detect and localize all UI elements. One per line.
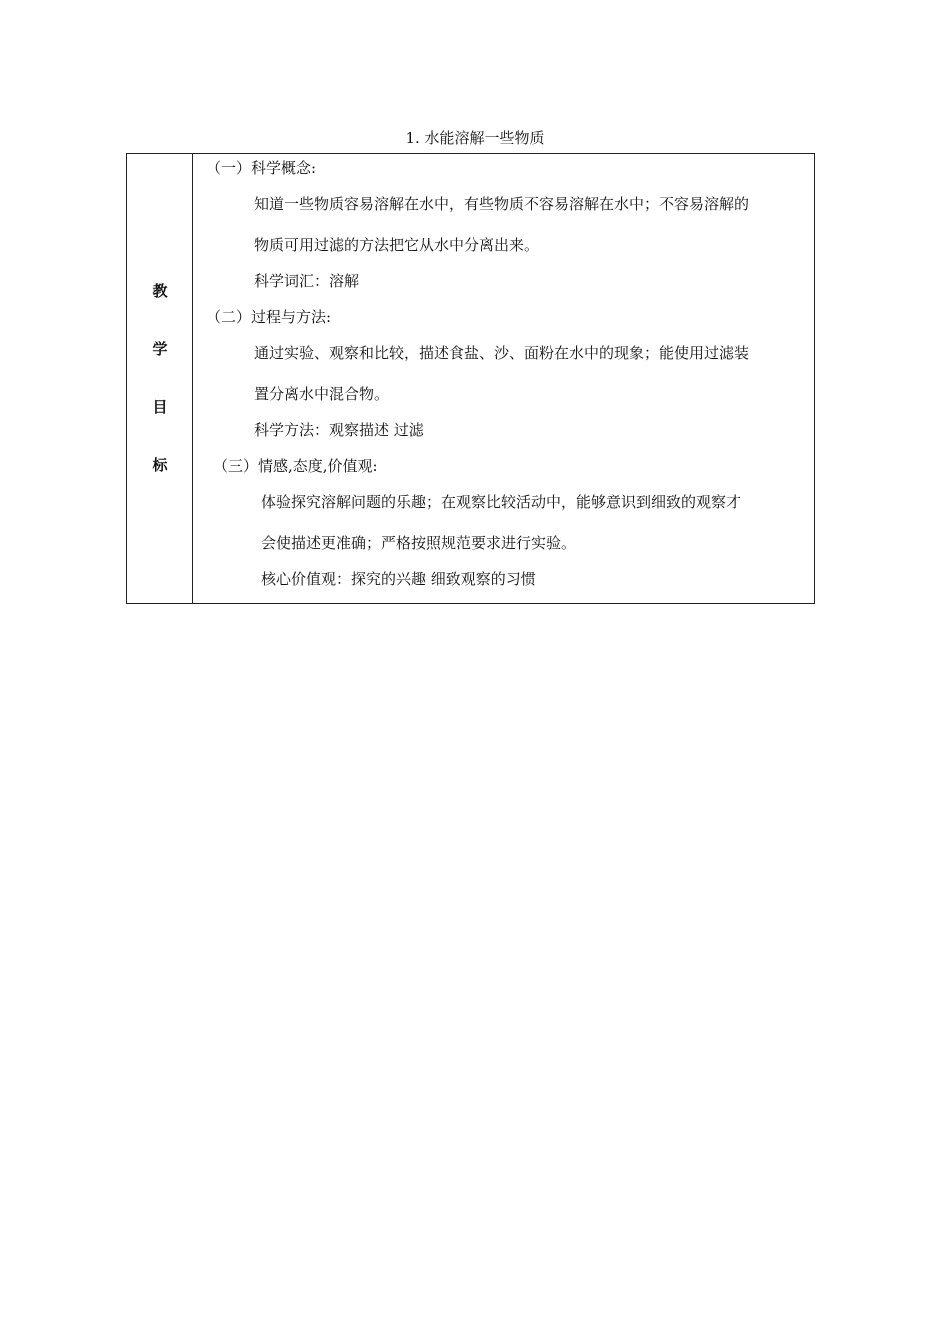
section-line: 科学词汇：溶解 [254, 272, 360, 290]
document-title: 1. 水能溶解一些物质 [405, 129, 545, 147]
section-line: 体验探究溶解问题的乐趣；在观察比较活动中，能够意识到细致的观察才 [261, 493, 742, 511]
section-line: 通过实验、观察和比较，描述食盐、沙、面粉在水中的现象；能使用过滤装 [254, 344, 750, 362]
label-char-mu: 目 [152, 398, 168, 416]
section-line: 知道一些物质容易溶解在水中，有些物质不容易溶解在水中；不容易溶解的 [254, 195, 750, 213]
section-line: 物质可用过滤的方法把它从水中分离出来。 [254, 236, 540, 254]
section-heading-values: （三）情感,态度,价值观: [213, 457, 378, 475]
section-heading-concepts: （一）科学概念: [206, 159, 317, 177]
section-line: 科学方法：观察描述 过滤 [254, 421, 424, 439]
section-line: 核心价值观：探究的兴趣 细致观察的习惯 [261, 570, 536, 588]
section-line: 会使描述更准确；严格按照规范要求进行实验。 [261, 534, 577, 552]
section-heading-methods: （二）过程与方法: [206, 308, 332, 326]
teaching-objectives-table [126, 153, 815, 604]
label-char-jiao: 教 [152, 282, 168, 300]
objectives-label-cell [127, 154, 193, 603]
label-char-xue: 学 [152, 340, 168, 358]
section-line: 置分离水中混合物。 [254, 385, 390, 403]
label-char-biao: 标 [152, 456, 168, 474]
